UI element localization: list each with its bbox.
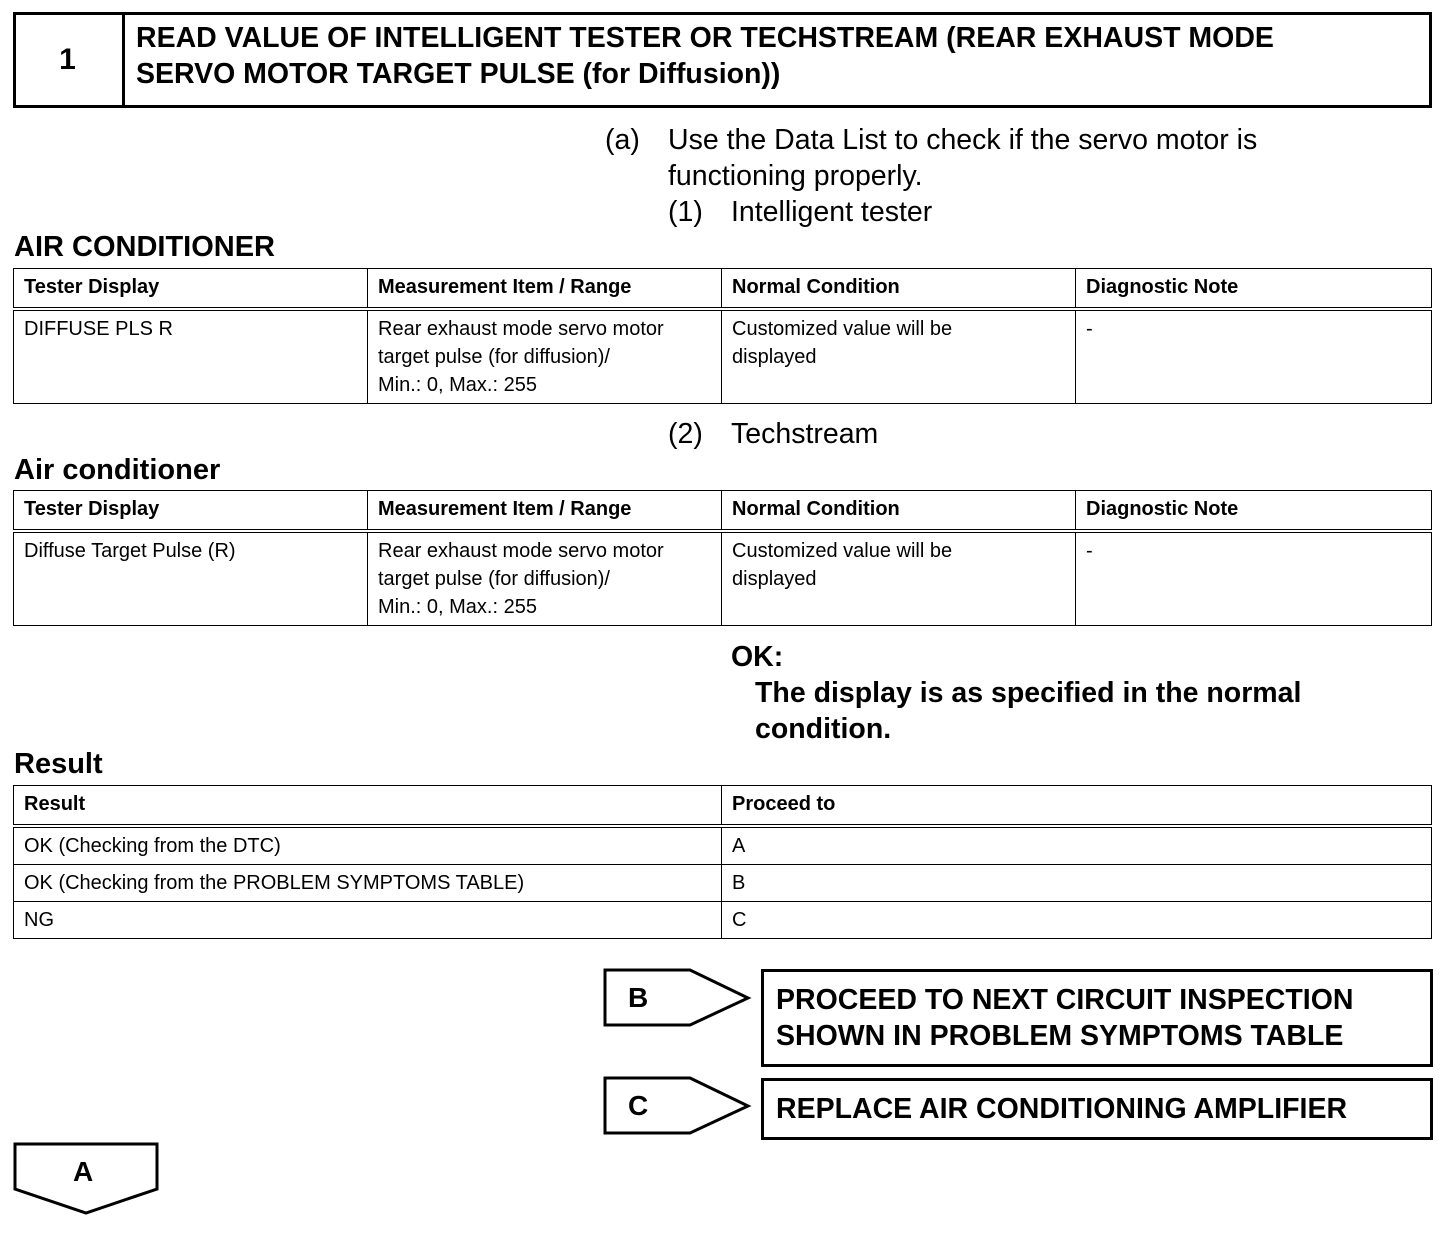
cell-diagnostic-note: - [1076,531,1432,626]
branch-b-action-line1: PROCEED TO NEXT CIRCUIT INSPECTION [776,984,1354,1016]
cell-normal-condition [722,309,1076,404]
branch-b-letter: B [628,982,649,1013]
table-row [14,865,1432,902]
result-table [13,785,1432,939]
cell-normal-condition [722,531,1076,626]
col-header-measurement-item: Measurement Item / Range [368,269,722,310]
normal-line1: Customized value will be [732,540,953,562]
normal-line2: displayed [732,346,817,368]
measurement-line2: target pulse (for diffusion)/ [378,568,610,590]
measurement-line1: Rear exhaust mode servo motor [378,540,664,562]
table-header-row [14,491,1432,532]
data-list-table-techstream [13,490,1432,626]
step-title-line2: SERVO MOTOR TARGET PULSE (for Diffusion)) [136,58,781,90]
procedure-a-line2: functioning properly. [668,160,923,192]
branch-c-arrow-icon [602,1075,754,1137]
step-number: 1 [13,12,125,108]
table-row [14,531,1432,626]
normal-line2: displayed [732,568,817,590]
col-header-diagnostic-note: Diagnostic Note [1076,491,1432,532]
procedure-2-marker: (2) [668,418,703,450]
col-header-proceed-to: Proceed to [722,786,1432,827]
col-header-normal-condition: Normal Condition [722,491,1076,532]
cell-tester-display: Diffuse Target Pulse (R) [14,531,368,626]
branch-c-letter: C [628,1090,649,1121]
cell-proceed-to: A [722,826,1432,865]
branch-b-arrow-icon [602,967,754,1029]
table2-title: Air conditioner [14,454,221,486]
col-header-diagnostic-note: Diagnostic Note [1076,269,1432,310]
result-title: Result [14,748,103,780]
step-title [136,20,1416,92]
cell-diagnostic-note: - [1076,309,1432,404]
procedure-1-text: Intelligent tester [731,196,933,228]
table-row [14,309,1432,404]
col-header-result: Result [14,786,722,827]
cell-measurement-item [368,309,722,404]
normal-line1: Customized value will be [732,318,953,340]
ok-line1: The display is as specified in the normal [755,677,1302,709]
table-header-row [14,786,1432,827]
branch-c-action-text: REPLACE AIR CONDITIONING AMPLIFIER [776,1093,1348,1125]
data-list-table-intelligent-tester [13,268,1432,404]
procedure-a-line1: Use the Data List to check if the servo motor is [668,124,1258,156]
measurement-line1: Rear exhaust mode servo motor [378,318,664,340]
cell-measurement-item [368,531,722,626]
procedure-2-text: Techstream [731,418,879,450]
table-row [14,902,1432,939]
measurement-line2: target pulse (for diffusion)/ [378,346,610,368]
measurement-line3: Min.: 0, Max.: 255 [378,596,537,618]
ok-line2: condition. [755,713,892,745]
procedure-a-marker: (a) [605,124,640,156]
branch-b-action-line2: SHOWN IN PROBLEM SYMPTOMS TABLE [776,1020,1344,1052]
cell-proceed-to: B [722,865,1432,902]
cell-tester-display: DIFFUSE PLS R [14,309,368,404]
table-header-row [14,269,1432,310]
branch-a-letter: A [73,1156,94,1187]
branch-b-action-box [761,969,1433,1067]
cell-result: NG [14,902,722,939]
step-title-line1: READ VALUE OF INTELLIGENT TESTER OR TECHSTREAM (REAR EXHAUST MODE [136,22,1274,54]
cell-result: OK (Checking from the DTC) [14,826,722,865]
measurement-line3: Min.: 0, Max.: 255 [378,374,537,396]
procedure-1-marker: (1) [668,196,703,228]
cell-proceed-to: C [722,902,1432,939]
table1-title: AIR CONDITIONER [14,231,275,263]
cell-result: OK (Checking from the PROBLEM SYMPTOMS TABLE) [14,865,722,902]
table-row [14,826,1432,865]
col-header-tester-display: Tester Display [14,269,368,310]
col-header-normal-condition: Normal Condition [722,269,1076,310]
branch-c-action-box [761,1078,1433,1140]
col-header-measurement-item: Measurement Item / Range [368,491,722,532]
col-header-tester-display: Tester Display [14,491,368,532]
ok-label: OK: [731,641,784,673]
